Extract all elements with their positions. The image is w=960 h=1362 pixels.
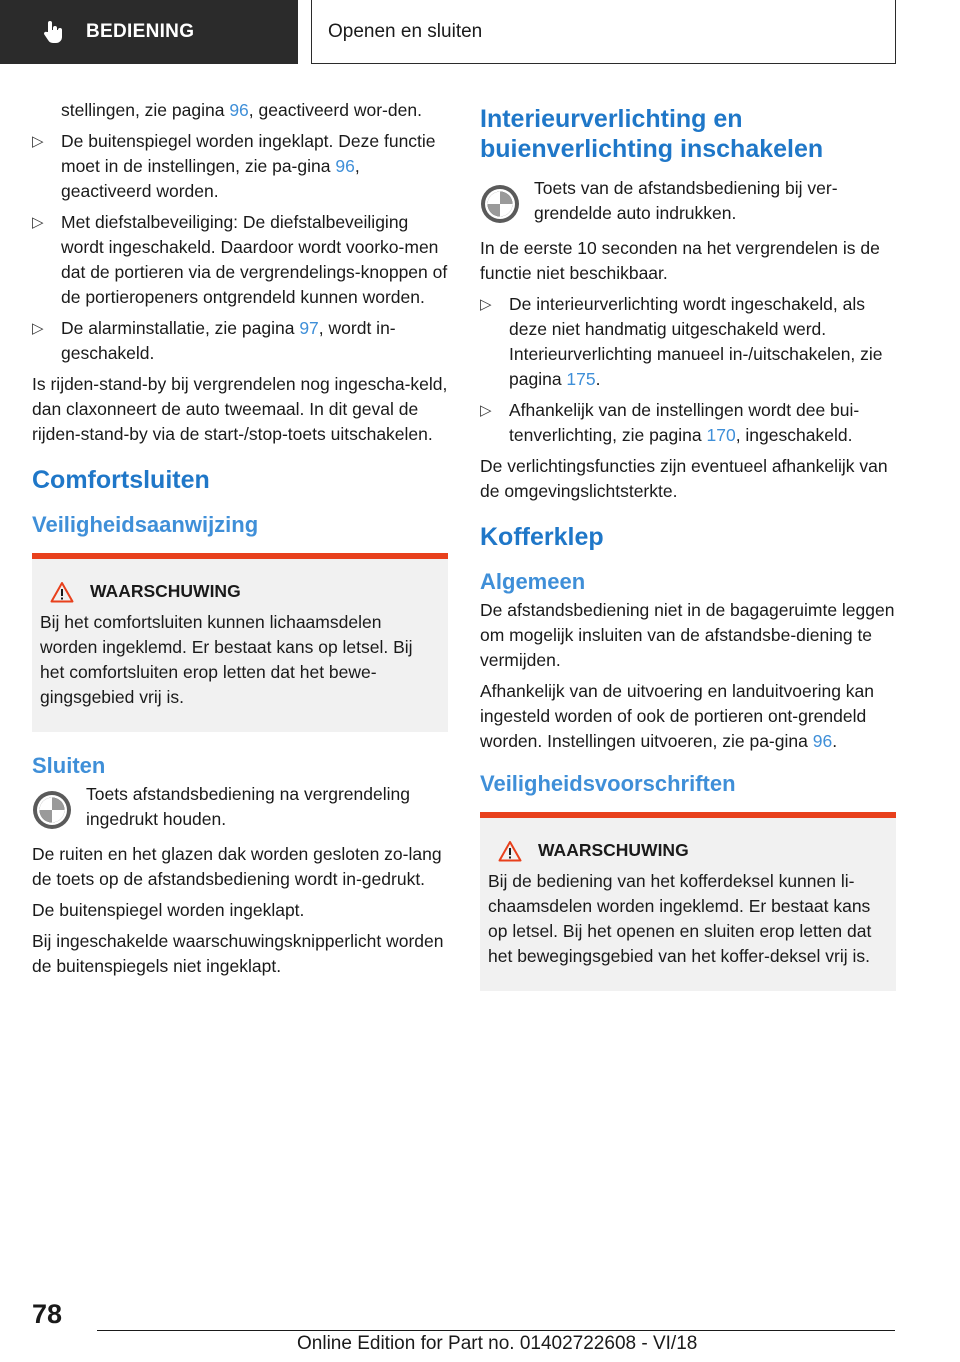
page-number: 78	[32, 1299, 63, 1329]
list-item	[480, 292, 896, 392]
bullet-triangle-icon: ▷	[32, 133, 44, 150]
list-item	[32, 129, 448, 204]
bmw-remote-key-icon	[480, 184, 520, 224]
text: .	[832, 731, 838, 751]
text: Afhankelijk van de uitvoering en landuitvoering kan ingesteld worden of ook de portieren ont-grendeld worden. Instellingen uitvoeren, zie pa-gina	[480, 681, 875, 751]
paragraph: In de eerste 10 seconden na het vergrendelen is de functie niet beschikbaar.	[480, 238, 880, 283]
warning-triangle-icon	[498, 840, 522, 862]
chapter-title-text: Openen en sluiten	[328, 20, 483, 42]
warning-triangle-icon	[50, 581, 74, 603]
footer-divider	[97, 1330, 895, 1331]
text: De buitenspiegel worden ingeklapt. Deze functie moet in de instellingen, zie pa-gina	[61, 131, 436, 176]
text: , geactiveerd wor-den.	[248, 100, 422, 120]
paragraph: De ruiten en het glazen dak worden gesloten zo-lang de toets op de afstandsbediening wordt in-gedrukt.	[32, 844, 442, 889]
left-column	[32, 98, 448, 985]
warning-title	[488, 838, 888, 863]
right-column	[480, 98, 896, 1005]
bmw-remote-key-icon	[32, 790, 72, 830]
footer-edition: Online Edition for Part no. 01402722608 - VI/18	[297, 1333, 698, 1354]
paragraph-continuation	[32, 98, 448, 123]
remote-instruction-text: Toets van de afstandsbediening bij ver-grendelde auto indrukken.	[534, 178, 838, 223]
text: , wordt in-geschakeld.	[61, 318, 396, 363]
paragraph: De afstandsbediening niet in de bagageruimte leggen om mogelijk insluiten van de afstandsbe-diening te vermijden.	[480, 600, 895, 670]
page-link-96[interactable]: 96	[335, 156, 355, 176]
header-section-tab[interactable]	[0, 0, 298, 64]
page-link-96[interactable]: 96	[812, 731, 833, 751]
text: Afhankelijk van de instellingen wordt dee bui-tenverlichting, zie pagina	[509, 400, 860, 445]
heading-kofferklep: Kofferklep	[480, 523, 604, 551]
list-item	[32, 316, 448, 366]
remote-instruction	[480, 176, 896, 226]
paragraph: Is rijden-stand-by bij vergrendelen nog ingescha-keld, dan claxonneert de auto tweemaal. In dit geval de rijden-stand-by via de start-/stop-toets uitschakelen.	[32, 374, 448, 444]
warning-box	[480, 812, 896, 991]
heading-veiligheidsaanwijzing: Veiligheidsaanwijzing	[32, 512, 259, 537]
text: , ingeschakeld.	[735, 425, 853, 445]
warning-box	[32, 553, 448, 732]
warning-title-text: WAARSCHUWING	[90, 581, 241, 601]
list-item	[32, 210, 448, 310]
text: De interieurverlichting wordt ingeschakeld, als deze niet handmatig uitgeschakeld werd. Interieurverlichting manueel in-/uitschakelen, zie pagina	[509, 294, 883, 389]
text: Met diefstalbeveiliging: De diefstalbeveiliging wordt ingeschakeld. Daardoor wordt voorko-men dat de portieren via de vergrendelings-knoppen of de portieropeners ontgrendeld kunnen worden.	[61, 212, 448, 307]
bullet-triangle-icon: ▷	[32, 214, 44, 231]
heading-sluiten: Sluiten	[32, 753, 106, 778]
bullet-triangle-icon: ▷	[32, 320, 44, 337]
page-link-96[interactable]: 96	[229, 100, 249, 120]
heading-algemeen: Algemeen	[480, 569, 586, 594]
remote-instruction-text: Toets afstandsbediening na vergrendeling ingedrukt houden.	[86, 784, 410, 829]
remote-instruction	[32, 782, 448, 832]
bullet-triangle-icon: ▷	[480, 402, 492, 419]
text: De alarminstallatie, zie pagina	[61, 318, 300, 338]
paragraph: Bij ingeschakelde waarschuwingsknipperlicht worden de buitenspiegels niet ingeklapt.	[32, 931, 444, 976]
heading-comfortsluiten: Comfortsluiten	[32, 466, 210, 494]
warning-text: Bij de bediening van het kofferdeksel kunnen li-chaamsdelen worden ingeklemd. Er bestaat kans op letsel. Bij het openen en sluiten erop letten dat het bewegingsgebied van het koffer-deksel vrij is.	[488, 871, 872, 966]
page-link-170[interactable]: 170	[706, 425, 736, 445]
paragraph: De verlichtingsfuncties zijn eventueel afhankelijk van de omgevingslichtsterkte.	[480, 456, 888, 501]
list-item	[480, 398, 896, 448]
paragraph: De buitenspiegel worden ingeklapt.	[32, 900, 305, 920]
text: , geactiveerd worden.	[61, 156, 360, 201]
text: stellingen, zie pagina	[61, 100, 230, 120]
heading-interieurverlichting: Interieurverlichting en buienverlichting inschakelen	[480, 105, 824, 163]
bullet-triangle-icon: ▷	[480, 296, 492, 313]
warning-title	[40, 579, 440, 604]
heading-veiligheidsvoorschriften: Veiligheidsvoorschriften	[480, 771, 736, 796]
page-link-97[interactable]: 97	[299, 318, 319, 338]
paragraph	[480, 679, 896, 754]
text: .	[595, 369, 601, 389]
header-section-label: BEDIENING	[86, 21, 195, 42]
header-chapter-title	[311, 0, 896, 64]
page-link-175[interactable]: 175	[566, 369, 596, 389]
warning-title-text: WAARSCHUWING	[538, 840, 689, 860]
hand-pointer-icon	[40, 19, 66, 45]
warning-text: Bij het comfortsluiten kunnen lichaamsdelen worden ingeklemd. Er bestaat kans op letsel. Bij het comfortsluiten erop letten dat het bewe-gingsgebied vrij is.	[40, 612, 413, 707]
